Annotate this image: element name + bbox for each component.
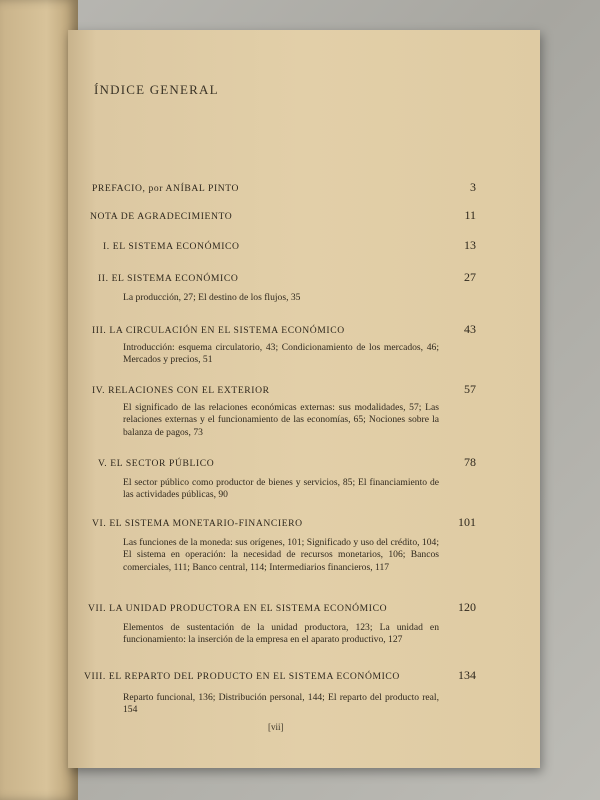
entry-heading: PREFACIO, por ANÍBAL PINTO — [92, 183, 240, 194]
entry-page-number: 13 — [464, 238, 476, 252]
entry-page-number: 57 — [464, 382, 476, 396]
entry-page-number: 27 — [464, 270, 476, 284]
entry-page-number: 43 — [464, 322, 476, 336]
entry-page-number: 120 — [458, 600, 476, 614]
entry-page-number: 134 — [458, 668, 476, 682]
page-title: ÍNDICE GENERAL — [94, 82, 219, 97]
entry-heading: VI. EL SISTEMA MONETARIO-FINANCIERO — [92, 518, 303, 529]
entry-heading: NOTA DE AGRADECIMIENTO — [90, 211, 233, 222]
entry-subtopics: La producción, 27; El destino de los flujos, 35 — [123, 292, 301, 303]
entry-heading: II. EL SISTEMA ECONÓMICO — [98, 273, 239, 284]
entry-subtopics: Reparto funcional, 136; Distribución personal, 144; El reparto del producto real, 154 — [123, 692, 439, 716]
entry-heading: VII. LA UNIDAD PRODUCTORA EN EL SISTEMA ECONÓMICO — [88, 603, 388, 614]
entry-heading: I. EL SISTEMA ECONÓMICO — [103, 241, 240, 252]
entry-page-number: 78 — [464, 455, 476, 469]
entry-heading: VIII. EL REPARTO DEL PRODUCTO EN EL SISTEMA ECONÓMICO — [84, 671, 400, 682]
entry-subtopics: Las funciones de la moneda: sus orígenes, 101; Significado y uso del crédito, 104; El sistema en operación: la necesidad de recursos monetarios, 106; Bancos comerciales, 111; Banco central, 114; Intermediarios financieros, 117 — [123, 537, 439, 573]
facing-page-edge — [0, 0, 78, 800]
entry-page-number: 101 — [458, 515, 476, 529]
book-page — [68, 30, 540, 768]
entry-subtopics: El significado de las relaciones económicas externas: sus modalidades, 57; Las relaciones externas y el funcionamiento de las economías, 65; Nociones sobre la balanza de pagos, 73 — [123, 402, 439, 438]
entry-page-number: 11 — [464, 208, 476, 222]
entry-heading: IV. RELACIONES CON EL EXTERIOR — [92, 385, 270, 396]
entry-heading: III. LA CIRCULACIÓN EN EL SISTEMA ECONÓMICO — [92, 325, 345, 336]
entry-page-number: 3 — [470, 180, 476, 194]
entry-subtopics: El sector público como productor de bienes y servicios, 85; El financiamiento de las actividades públicas, 90 — [123, 477, 439, 501]
entry-subtopics: Introducción: esquema circulatorio, 43; Condicionamiento de los mercados, 46; Mercados y precios, 51 — [123, 342, 439, 366]
entry-subtopics: Elementos de sustentación de la unidad productora, 123; La unidad en funcionamiento: la inserción de la empresa en el aparato productivo, 127 — [123, 622, 439, 646]
page-folio: [vii] — [268, 722, 284, 732]
entry-heading: V. EL SECTOR PÚBLICO — [98, 458, 215, 469]
